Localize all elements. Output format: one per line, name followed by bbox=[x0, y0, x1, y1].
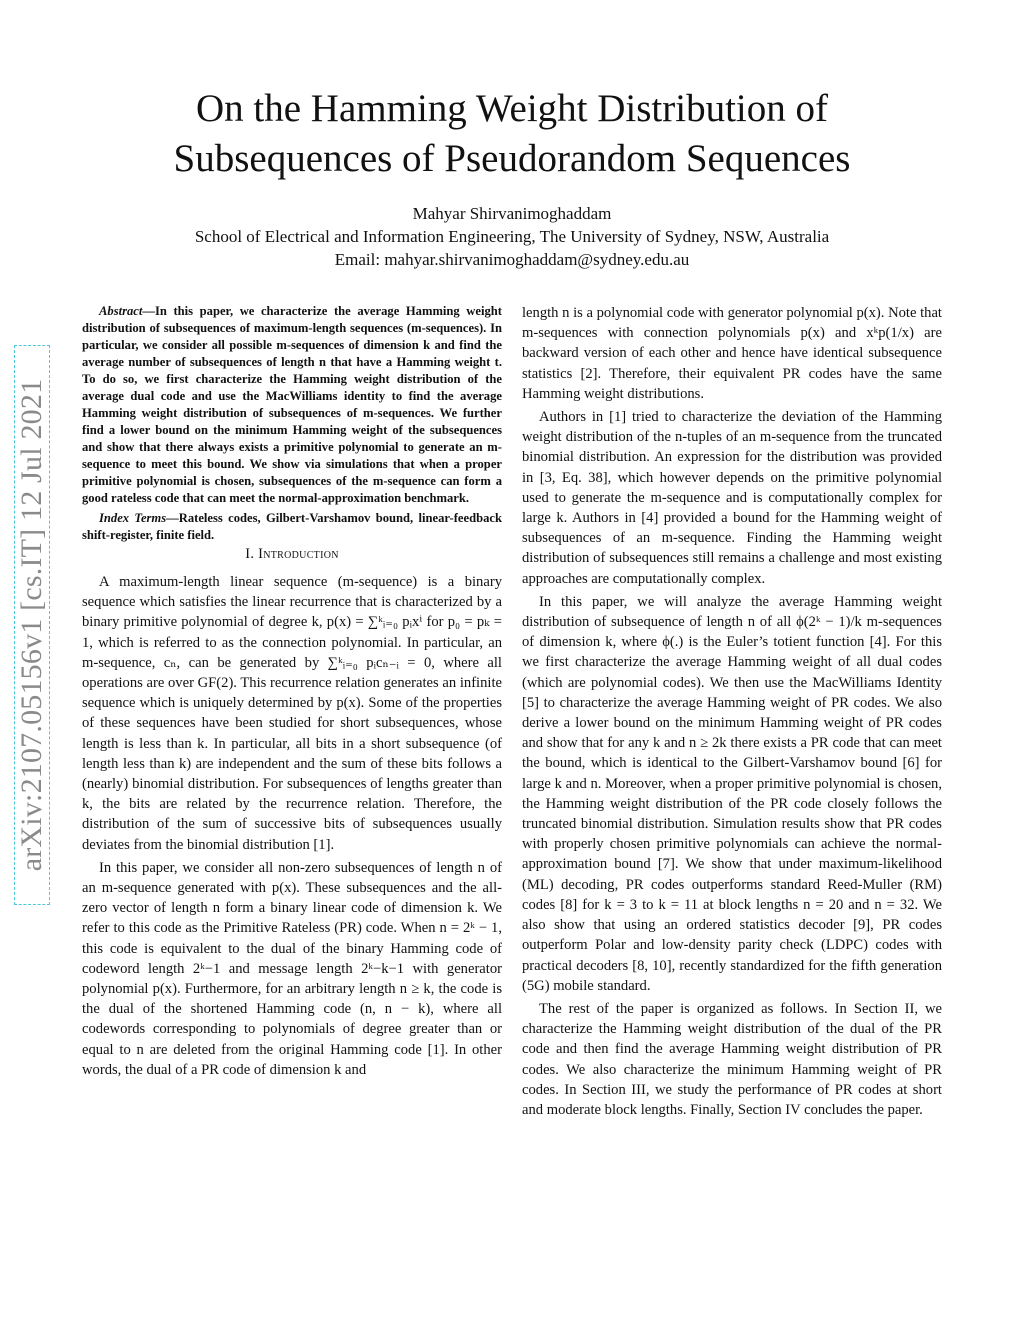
right-paragraph: In this paper, we will analyze the average Hamming weight distribution of subsequence of length n of all ϕ(2ᵏ − 1)/k m-sequences of dimension k, where ϕ(.) is the Euler’s totient function [4]. For this we first characterize the average Hamming weight of all dual codes (which are polynomial codes). We then use the MacWilliams Identity [5] to characterize the average Hamming weight of PR codes. We also derive a lower bound on the minimum Hamming weight of PR codes and show that for any k and n ≥ 2k there exists a PR code that can meet the bound, which is identical to the Gilbert-Varshamov bound [6] for large k and n. Moreover, when a proper primitive polynomial is chosen, the Hamming weight distribution of the PR code closely follows the truncated binomial distribution. Simulation results show that PR codes with properly chosen primitive polynomials can achieve the normal-approximation bound [7]. We show that under maximum-likelihood (ML) decoding, PR codes outperforms standard Reed-Muller (RM) codes [8] for k = 3 to k = 11 at block lengths n = 20 and n = 32. We also show that using an ordered statistics decoder [9], PR codes outperform Polar and low-density parity check (LDPC) codes with practical decoders [8, 10], recently standardized for the fifth generation (5G) mobile standard. bbox=[522, 593, 942, 994]
author-affiliation: School of Electrical and Information Engineering, The University of Sydney, NSW, Australia bbox=[194, 227, 830, 246]
left-paragraph: In this paper, we consider all non-zero subsequences of length n of an m-sequence generated with p(x). These subsequences and the all-zero vector of length n form a binary linear code of dimension k. We refer to this code as the Primitive Rateless (PR) code. When n = 2ᵏ − 1, this code is equivalent to the dual of the binary Hamming code of codeword length 2ᵏ−1 and message length 2ᵏ−k−1 with generator polynomial p(x). Furthermore, for an arbitrary length n ≥ k, the code is the dual of the shortened Hamming code (n, n − k), where all codewords corresponding to polynomials of degree greater than or equal to n are deleted from the original Hamming code [1]. In other words, the dual of a PR code of dimension k and bbox=[82, 859, 502, 1078]
left-paragraph: A maximum-length linear sequence (m-sequence) is a binary sequence which satisfies the linear recurrence that is characterized by a binary primitive polynomial of degree k, p(x) = ∑ᵏᵢ₌₀ pᵢxⁱ for p₀ = pₖ = 1, which is referred to as the connection polynomial. In particular, an m-sequence, cₙ, can be generated by ∑ᵏᵢ₌₀ pᵢcₙ₋ᵢ = 0, where all operations are over GF(2). This recurrence relation generates an infinite sequence which is uniquely determined by p(x). Some of the properties of these sequences have been studied for short subsequences, whose length is less than k. In particular, all bits in a short subsequence (of length less than k) are independent and the sum of these bits follows a (nearly) binomial distribution. For subsequences of lengths greater than k, the bits are related by the recurrence relation. Therefore, the distribution of the sum of successive bits of subsequences usually deviates from the binomial distribution [1]. bbox=[82, 574, 502, 853]
arxiv-stamp bbox=[14, 345, 50, 905]
title-line-1: On the Hamming Weight Distribution of bbox=[196, 87, 828, 130]
section-heading-introduction: I. Introduction bbox=[245, 546, 339, 562]
index-terms-text: —Rateless codes, Gilbert-Varshamov bound, linear-feedback shift-register, finite field. bbox=[82, 511, 502, 542]
abstract bbox=[82, 303, 502, 507]
paper-title bbox=[120, 84, 904, 184]
abstract-label: Abstract bbox=[99, 304, 143, 318]
right-paragraph: Authors in [1] tried to characterize the deviation of the Hamming weight distribution of the n-tuples of an m-sequence from the truncated binomial distribution. An expression for the distribution was provided in [3, Eq. 38], which however depends on the primitive polynomial used to generate the m-sequence and is computationally complex for large k. Authors in [4] provided a bound for the Hamming weight of subsequences of an m-sequence. Finding the Hamming weight distribution of subsequences still remains a challenge and most existing approaches are computationally complex. bbox=[522, 409, 942, 587]
author-email: Email: mahyar.shirvanimoghaddam@sydney.edu.au bbox=[334, 250, 690, 269]
abstract-text: —In this paper, we characterize the average Hamming weight distribution of subsequences of maximum-length sequences (m-sequences). In particular, we consider all possible m-sequences of dimension k and find the average number of subsequences of length n that have a Hamming weight t. To do so, we first characterize the Hamming weight distribution of the average dual code and use the MacWilliams identity to find the average Hamming weight distribution of subsequences of m-sequences. We further find a lower bound on the minimum Hamming weight of the subsequences and show that there always exists a primitive polynomial to generate an m-sequence to meet this bound. We show via simulations that when a proper primitive polynomial is chosen, subsequences of the m-sequence can form a good rateless code that can meet the normal-approximation benchmark. bbox=[82, 304, 502, 505]
index-terms-label: Index Terms bbox=[99, 511, 167, 525]
right-paragraph: The rest of the paper is organized as follows. In Section II, we characterize the Hamming weight distribution of the dual of the PR code and then find the average Hamming weight distribution of PR codes. We also characterize the minimum Hamming weight of PR codes. In Section III, we study the performance of PR codes at short and moderate block lengths. Finally, Section IV concludes the paper. bbox=[522, 1000, 942, 1118]
author-block bbox=[100, 202, 924, 271]
right-column bbox=[522, 303, 942, 1120]
left-column bbox=[82, 303, 502, 1080]
index-terms bbox=[82, 510, 502, 544]
arxiv-id: arXiv:2107.05156v1 [cs.IT] 12 Jul 2021 bbox=[15, 378, 48, 872]
author-name: Mahyar Shirvanimoghaddam bbox=[412, 204, 612, 223]
right-paragraph: length n is a polynomial code with generator polynomial p(x). Note that m-sequences with connection polynomials p(x) and xᵏp(1/x) are backward version of each other and hence have identical subsequence statistics [2]. Therefore, their equivalent PR codes have the same Hamming weight distributions. bbox=[522, 305, 942, 402]
title-line-2: Subsequences of Pseudorandom Sequences bbox=[173, 137, 851, 180]
